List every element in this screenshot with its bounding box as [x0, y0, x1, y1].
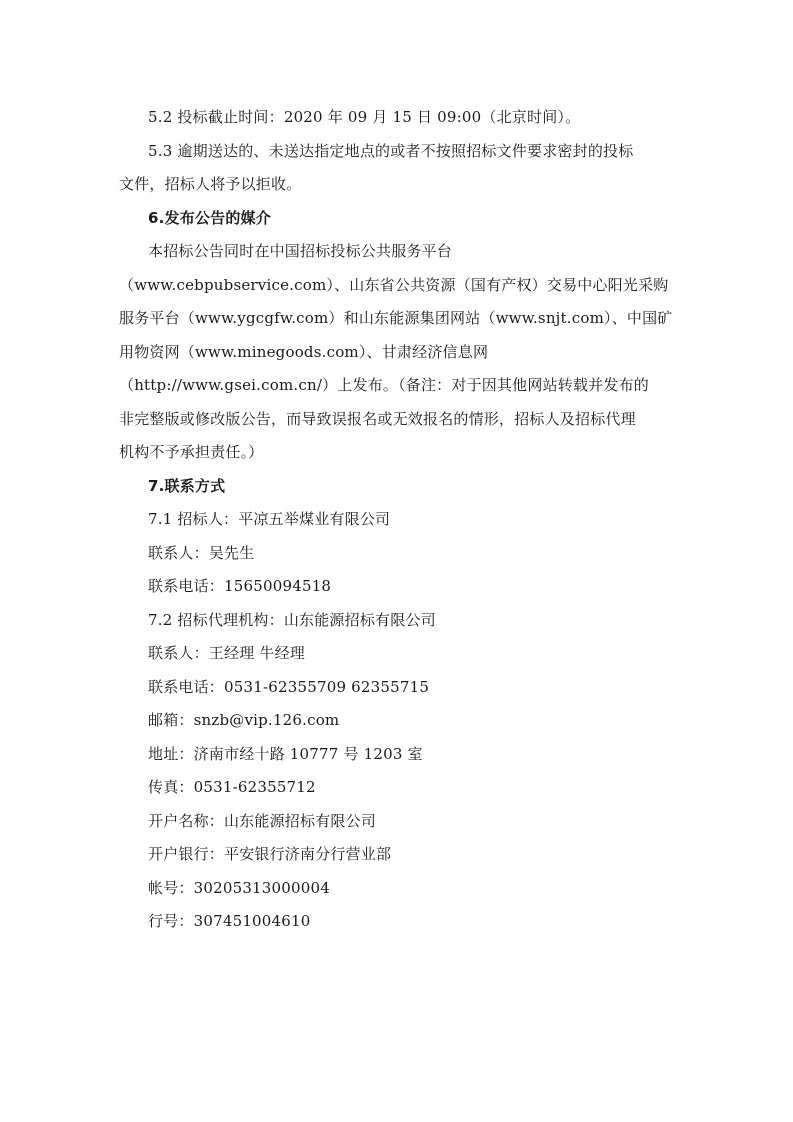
section6-heading: 6.发布公告的媒介: [148, 209, 271, 227]
media-paragraph-line5: （http://www.gsei.com.cn/）上发布。（备注：对于因其他网站转载并发布的: [119, 376, 649, 394]
media-paragraph-line1: 本招标公告同时在中国招标投标公共服务平台: [148, 242, 453, 260]
agency-line: 7.2 招标代理机构：山东能源招标有限公司: [148, 611, 436, 629]
media-paragraph-line4: 用物资网（www.minegoods.com）、甘肃经济信息网: [119, 343, 489, 361]
tenderer-phone-line: 联系电话：15650094518: [148, 577, 332, 595]
bank-line: 开户银行：平安银行济南分行营业部: [148, 845, 392, 863]
fax-line: 传真：0531-62355712: [148, 778, 316, 796]
address-line: 地址：济南市经十路 10777 号 1203 室: [148, 745, 423, 763]
media-paragraph-line3: 服务平台（www.ygcgfw.com）和山东能源集团网站（www.snjt.com）、中国矿: [119, 309, 673, 327]
media-paragraph-line7: 机构不予承担责任。）: [119, 443, 264, 461]
bid-deadline-text: 5.2 投标截止时间：2020 年 09 月 15 日 09:00（北京时间）。: [148, 108, 581, 126]
media-paragraph-line2: （www.cebpubservice.com）、山东省公共资源（国有产权）交易中心阳光采购: [119, 276, 669, 294]
section7-heading: 7.联系方式: [148, 477, 226, 495]
bank-number-line: 行号：307451004610: [148, 912, 311, 930]
tenderer-line: 7.1 招标人：平凉五举煤业有限公司: [148, 510, 391, 528]
media-paragraph-line6: 非完整版或修改版公告，而导致误报名或无效报名的情形，招标人及招标代理: [119, 410, 636, 428]
account-name-line: 开户名称：山东能源招标有限公司: [148, 812, 377, 830]
late-submission-text-line1: 5.3 逾期送达的、未送达指定地点的或者不按照招标文件要求密封的投标: [148, 142, 634, 160]
email-line: 邮箱：snzb@vip.126.com: [148, 711, 340, 729]
account-number-line: 帐号：30205313000004: [148, 879, 331, 897]
agency-phone-line: 联系电话：0531-62355709 62355715: [148, 678, 430, 696]
agency-contact-line: 联系人：王经理 牛经理: [148, 644, 305, 662]
late-submission-text-line2: 文件，招标人将予以拒收。: [119, 175, 302, 193]
tenderer-contact-line: 联系人：吴先生: [148, 544, 255, 562]
